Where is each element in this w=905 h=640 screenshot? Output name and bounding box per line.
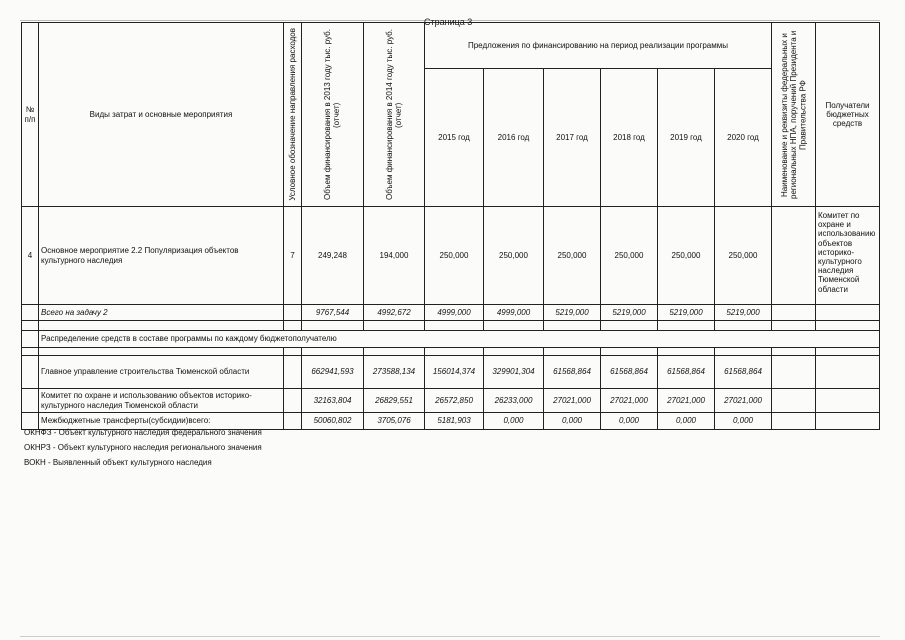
recipient-year-value: 61568,864 <box>601 356 658 389</box>
total-2013: 9767,544 <box>302 305 364 321</box>
proposals-header: Предложения по финансированию на период реализации программы <box>425 23 772 69</box>
recipient-year-value: 0,000 <box>601 413 658 430</box>
total-label: Всего на задачу 2 <box>39 305 284 321</box>
activity-year-value: 250,000 <box>715 207 772 305</box>
total-year-value: 5219,000 <box>601 305 658 321</box>
note-line: ОКНФЗ - Объект культурного наследия федерального значения <box>24 428 262 437</box>
recipient-year-value: 0,000 <box>484 413 544 430</box>
recipient-year-value: 329901,304 <box>484 356 544 389</box>
recipient-year-value: 0,000 <box>544 413 601 430</box>
recipient-year-value: 0,000 <box>715 413 772 430</box>
activity-year-value: 250,000 <box>601 207 658 305</box>
col-2014-header: Объем финансирования в 2014 году тыс. руб.(отчет) <box>364 23 425 207</box>
recipient-name: Главное управление строительства Тюменской области <box>39 356 284 389</box>
recipient-year-value: 0,000 <box>658 413 715 430</box>
distribution-title-row <box>22 331 880 348</box>
activity-acts <box>772 207 816 305</box>
note-line: ОКНРЗ - Объект культурного наследия регионального значения <box>24 443 262 452</box>
recipient-2014: 273588,134 <box>364 356 425 389</box>
activity-year-value: 250,000 <box>544 207 601 305</box>
activity-code: 7 <box>284 207 302 305</box>
year-header: 2016 год <box>484 69 544 207</box>
total-2014: 4992,672 <box>364 305 425 321</box>
total-year-value: 5219,000 <box>715 305 772 321</box>
year-header: 2018 год <box>601 69 658 207</box>
page-label: Страница 3 <box>424 17 473 27</box>
recipient-2013: 662941,593 <box>302 356 364 389</box>
activity-year-value: 250,000 <box>658 207 715 305</box>
recipient-year-value: 27021,000 <box>601 389 658 413</box>
note-line: ВОКН - Выявленный объект культурного наследия <box>24 458 212 467</box>
year-header: 2015 год <box>425 69 484 207</box>
recipient-year-value: 5181,903 <box>425 413 484 430</box>
recipient-year-value: 27021,000 <box>544 389 601 413</box>
row-num: 4 <box>22 207 39 305</box>
total-row <box>22 305 880 321</box>
recipient-row <box>22 389 880 413</box>
recipient-year-value: 27021,000 <box>658 389 715 413</box>
col-num-header: № п/п <box>22 23 39 207</box>
spacer-row <box>22 348 880 356</box>
col-types-header: Виды затрат и основные мероприятия <box>39 23 284 207</box>
financing-table <box>21 22 880 430</box>
activity-2013: 249,248 <box>302 207 364 305</box>
distribution-title: Распределение средств в составе программы по каждому бюджетополучателю <box>39 331 880 348</box>
recipient-row <box>22 356 880 389</box>
recipient-2013: 32163,804 <box>302 389 364 413</box>
col-2013-header: Объем финансирования в 2013 году тыс. руб.(отчет) <box>302 23 364 207</box>
spacer-row <box>22 321 880 331</box>
activity-2014: 194,000 <box>364 207 425 305</box>
recipient-2013: 50060,802 <box>302 413 364 430</box>
scan-border-line <box>20 636 880 637</box>
col-code-header: Условное обозначение направления расходов <box>284 23 302 207</box>
year-header: 2019 год <box>658 69 715 207</box>
activity-name: Основное мероприятие 2.2 Популяризация объектов культурного наследия <box>39 207 284 305</box>
recipient-2014: 26829,551 <box>364 389 425 413</box>
recipient-2014: 3705,076 <box>364 413 425 430</box>
total-year-value: 5219,000 <box>544 305 601 321</box>
col-acts-header: Наименование и реквизиты федеральных и региональных НПА, поручений Президента и Правительства РФ <box>772 23 816 207</box>
recipient-year-value: 26572,850 <box>425 389 484 413</box>
recipient-year-value: 27021,000 <box>715 389 772 413</box>
recipient-name: Межбюджетные трансферты(субсидии)всего: <box>39 413 284 430</box>
recipient-name: Комитет по охране и использованию объектов историко-культурного наследия Тюменской области <box>39 389 284 413</box>
recipient-year-value: 61568,864 <box>715 356 772 389</box>
total-year-value: 5219,000 <box>658 305 715 321</box>
abbreviation-notes <box>24 425 262 470</box>
col-recipients-header: Получатели бюджетных средств <box>816 23 880 207</box>
year-header: 2020 год <box>715 69 772 207</box>
year-header: 2017 год <box>544 69 601 207</box>
activity-recipient: Комитет по охране и использованию объектов историко-культурного наследия Тюменской области <box>816 207 880 305</box>
activity-year-value: 250,000 <box>425 207 484 305</box>
activity-year-value: 250,000 <box>484 207 544 305</box>
recipient-year-value: 61568,864 <box>544 356 601 389</box>
header-row-1 <box>22 23 880 69</box>
recipient-year-value: 61568,864 <box>658 356 715 389</box>
total-year-value: 4999,000 <box>425 305 484 321</box>
activity-row <box>22 207 880 305</box>
recipient-year-value: 26233,000 <box>484 389 544 413</box>
total-year-value: 4999,000 <box>484 305 544 321</box>
recipient-year-value: 156014,374 <box>425 356 484 389</box>
